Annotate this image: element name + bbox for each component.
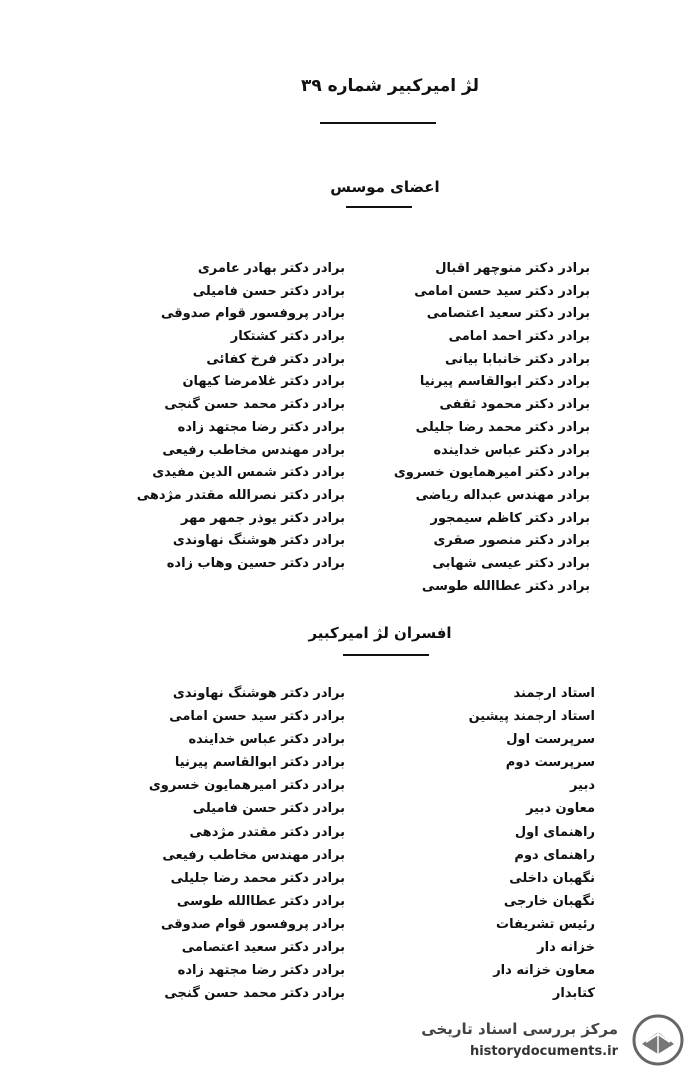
founders-left-column [95, 258, 345, 576]
founder-name: برادر دکتر شمس الدین مفیدی [152, 465, 345, 481]
officer-title: معاون خزانه دار [493, 963, 595, 979]
founder-name: برادر مهندس مخاطب رفیعی [162, 442, 345, 458]
founder-name: برادر دکتر احمد امامی [448, 329, 590, 345]
officer-name: برادر دکتر هوشنگ نهاوندی [172, 686, 345, 701]
officer-name: برادر دکتر محمد رضا جلیلی [170, 870, 345, 886]
founder-name: برادر دکتر سید حسن امامی [414, 283, 590, 299]
founder-name: برادر دکتر عیسی شهابی [432, 555, 590, 571]
officer-name: برادر دکتر ابوالقاسم پیرنیا [174, 755, 345, 771]
founders-heading: اعضای موسس [330, 178, 440, 196]
founder-name: برادر دکتر سعید اعتصامی [426, 306, 590, 322]
founder-name: برادر دکتر بهادر عامری [197, 261, 345, 276]
founder-name: برادر دکتر ابوالقاسم پیرنیا [419, 374, 590, 390]
officer-title: نگهبان داخلی [509, 870, 595, 886]
officer-name: برادر دکتر مقتدر مژدهی [189, 824, 345, 840]
founder-name: برادر دکتر خانبابا بیانی [445, 351, 590, 367]
officer-name: برادر دکتر عطاالله طوسی [176, 893, 345, 909]
officer-title: معاون دبیر [526, 801, 595, 817]
officers-heading: افسران لژ امیرکبیر [308, 624, 452, 642]
founder-name: برادر دکتر کاظم سیمجور [430, 510, 590, 526]
page-title: لژ امیرکبیر شماره ۳۹ [300, 76, 479, 96]
officer-name: برادر دکتر محمد حسن گنجی [164, 986, 345, 1002]
officer-name: برادر دکتر امیرهمایون خسروی [148, 778, 345, 794]
officer-title: کتابدار [552, 986, 595, 1002]
book-logo-icon [630, 1014, 686, 1066]
officer-title: رئیس تشریفات [496, 916, 595, 932]
officer-title: دبیر [570, 778, 595, 794]
founder-name: برادر دکتر کشتکار [230, 329, 345, 345]
officer-title: راهنمای دوم [514, 847, 595, 863]
founder-name: برادر دکتر عباس خداینده [433, 442, 590, 458]
founder-name: برادر دکتر منوچهر اقبال [435, 261, 590, 276]
founder-name: برادر دکتر محمد رضا جلیلی [415, 419, 590, 435]
founder-name: برادر دکتر عطاالله طوسی [421, 578, 590, 594]
officer-name: برادر پروفسور قوام صدوقی [160, 916, 345, 932]
founder-name: برادر دکتر نصرالله مقتدر مژدهی [136, 487, 345, 503]
watermark-text: مرکز بررسی اسناد تاریخی [421, 1020, 618, 1038]
officer-title: خزانه دار [537, 940, 595, 956]
founder-name: برادر دکتر فرخ کفائی [206, 351, 345, 367]
founder-name: برادر مهندس عبداله ریاضی [415, 487, 590, 503]
title-underline [320, 122, 436, 124]
officer-title: استاد ارجمند پیشین [468, 709, 595, 725]
officer-title: سرپرست دوم [505, 755, 595, 771]
founder-name: برادر دکتر حسین وهاب زاده [166, 555, 345, 571]
officer-name: برادر مهندس مخاطب رفیعی [162, 847, 345, 863]
officer-name: برادر دکتر عباس خداینده [188, 732, 345, 748]
founder-name: برادر دکتر غلامرضا کیهان [182, 374, 345, 390]
founder-name: برادر دکتر منصور صقری [433, 533, 590, 549]
officer-title: نگهبان خارجی [503, 893, 595, 909]
founder-name: برادر پروفسور قوام صدوقی [160, 306, 345, 322]
officer-names-column [95, 682, 345, 1005]
officer-title: استاد ارجمند [513, 686, 595, 701]
officer-name: برادر دکتر سعید اعتصامی [181, 940, 345, 956]
founder-name: برادر دکتر امیرهمایون خسروی [393, 465, 590, 481]
founder-name: برادر دکتر حسن فامیلی [192, 283, 345, 299]
officer-name: برادر دکتر حسن فامیلی [192, 801, 345, 817]
founder-name: برادر دکتر محمود ثقفی [439, 397, 590, 413]
founders-right-column [340, 258, 590, 598]
founder-name: برادر دکتر رضا مجتهد زاده [177, 419, 345, 435]
officer-name: برادر دکتر رضا مجتهد زاده [177, 963, 345, 979]
founder-name: برادر دکتر محمد حسن گنجی [164, 397, 345, 413]
founders-underline [346, 206, 412, 208]
officer-titles-column [395, 682, 595, 1005]
founder-name: برادر دکتر یوذر جمهر مهر [181, 510, 345, 526]
officer-title: سرپرست اول [506, 732, 595, 748]
officers-underline [343, 654, 429, 656]
watermark-url[interactable]: historydocuments.ir [469, 1044, 618, 1059]
founder-name: برادر دکتر هوشنگ نهاوندی [172, 533, 345, 549]
officer-title: راهنمای اول [514, 824, 595, 840]
officer-name: برادر دکتر سید حسن امامی [169, 709, 345, 725]
